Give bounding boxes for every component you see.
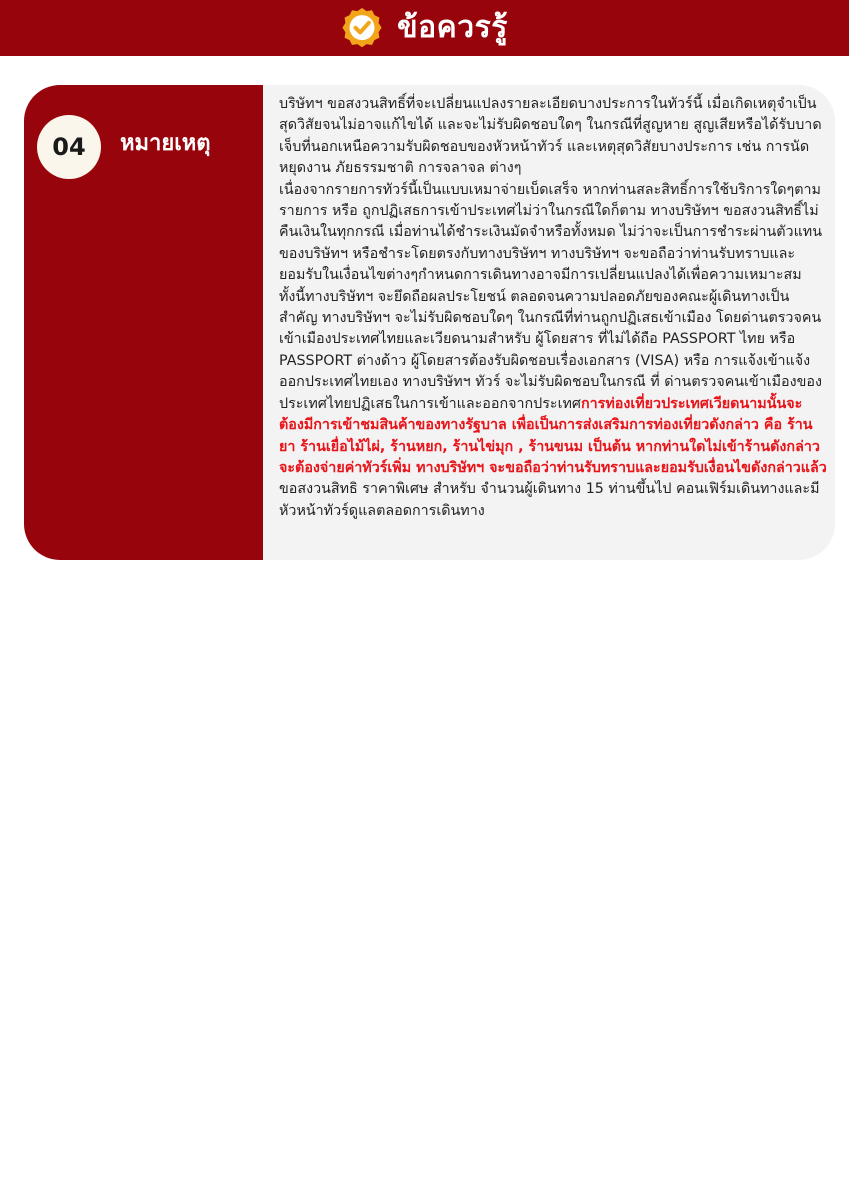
note-card-sidebar xyxy=(24,85,263,560)
note-paragraph-1: บริษัทฯ ขอสงวนสิทธิ์ที่จะเปลี่ยนแปลงรายละเอียดบางประการในทัวร์นี้ เมื่อเกิดเหตุจำเป็นสุดวิสัยจนไม่อาจแก้ไขได้ และจะไม่รับผิดชอบใดๆ ในกรณีที่สูญหาย สูญเสียหรือได้รับบาดเจ็บที่นอกเหนือความรับผิดชอบของหัวหน้าทัวร์ และเหตุสุดวิสัยบางประการ เช่น การนัดหยุดงาน ภัยธรรมชาติ การจลาจล ต่างๆ xyxy=(279,96,822,177)
note-paragraph-2-start: เนื่องจากรายการทัวร์นี้เป็นแบบเหมาจ่ายเบ็ดเสร็จ หากท่านสละสิทธิ์การใช้บริการใดๆตามรายการ หรือ ถูกปฏิเสธการเข้าประเทศไม่ว่าในกรณีใดก็ตาม ทางบริษัทฯ ขอสงวนสิทธิ์ไม่คืนเงินในทุกกรณี เมื่อท่านได้ชำระเงินมัดจำหรือทั้งหมด ไม่ว่าจะเป็นการชำระผ่านตัวแทนของบริษัทฯ หรือชำระโดยตรงกับทางบริษัทฯ ทางบริษัทฯ จะขอถือว่าท่านรับทราบและยอมรับในเงื่อนไขต่างๆกำหนดการเดินทางอาจมีการเปลี่ยนแปลงได้เพื่อความเหมาะสม ทั้งนี้ทางบริษัทฯ จะยึดถือผลประโยชน์ ตลอดจนความปลอดภัยของคณะผู้เดินทางเป็นสำคัญ ทางบริษัทฯ จะไม่รับผิดชอบใดๆ ในกรณีที่ท่านถูกปฏิเสธเข้าเมือง โดยด่านตรวจคนเข้าเมืองประเทศไทยและเวียดนามสำหรับ ผู้โดยสาร ที่ไม่ได้ถือ PASSPORT ไทย หรือ PASSPORT ต่างด้าว ผู้โดยสารต้องรับผิดชอบเรื่องเอกสาร (VISA) หรือ การแจ้งเข้าแจ้งออกประเทศไทยเอง ทางบริษัทฯ ทัวร์ จะไม่รับผิดชอบในกรณี ที่ ด่านตรวจคนเข้าเมืองของประเทศไทยปฏิเสธในการเข้าและออกจากประเทศ xyxy=(279,181,822,412)
highlight-notice-text: การท่องเที่ยวประเทศเวียดนามนั้นจะต้องมีการเข้าชมสินค้าของทางรัฐบาล เพื่อเป็นการส่งเสริมการท่องเที่ยวดังกล่าว คือ ร้านยา ร้านเยื่อไม้ไผ่, ร้านหยก, ร้านไข่มุก , ร้านขนม เป็นต้น หากท่านใดไม่เข้าร้านดังกล่าวจะต้องจ่ายค่าทัวร์เพิ่ม ทางบริษัทฯ จะขอถือว่าท่านรับทราบและยอมรับเงื่อนไขดังกล่าวแล้ว xyxy=(279,395,827,476)
note-paragraph-2-end: ขอสงวนสิทธิ ราคาพิเศษ สำหรับ จำนวนผู้เดินทาง 15 ท่านขึ้นไป คอนเฟิร์มเดินทางและมีหัวหน้าทัวร์ดูแลตลอดการเดินทาง xyxy=(279,481,820,519)
checkmark-seal-icon xyxy=(341,7,383,49)
note-card-body xyxy=(279,94,827,522)
page-title: ข้อควรรู้ xyxy=(397,10,508,45)
section-number-badge: 04 xyxy=(37,115,101,179)
section-title: หมายเหตุ xyxy=(120,131,211,156)
note-card xyxy=(24,85,835,560)
page-header xyxy=(0,0,849,56)
note-paragraph-2 xyxy=(279,180,827,523)
